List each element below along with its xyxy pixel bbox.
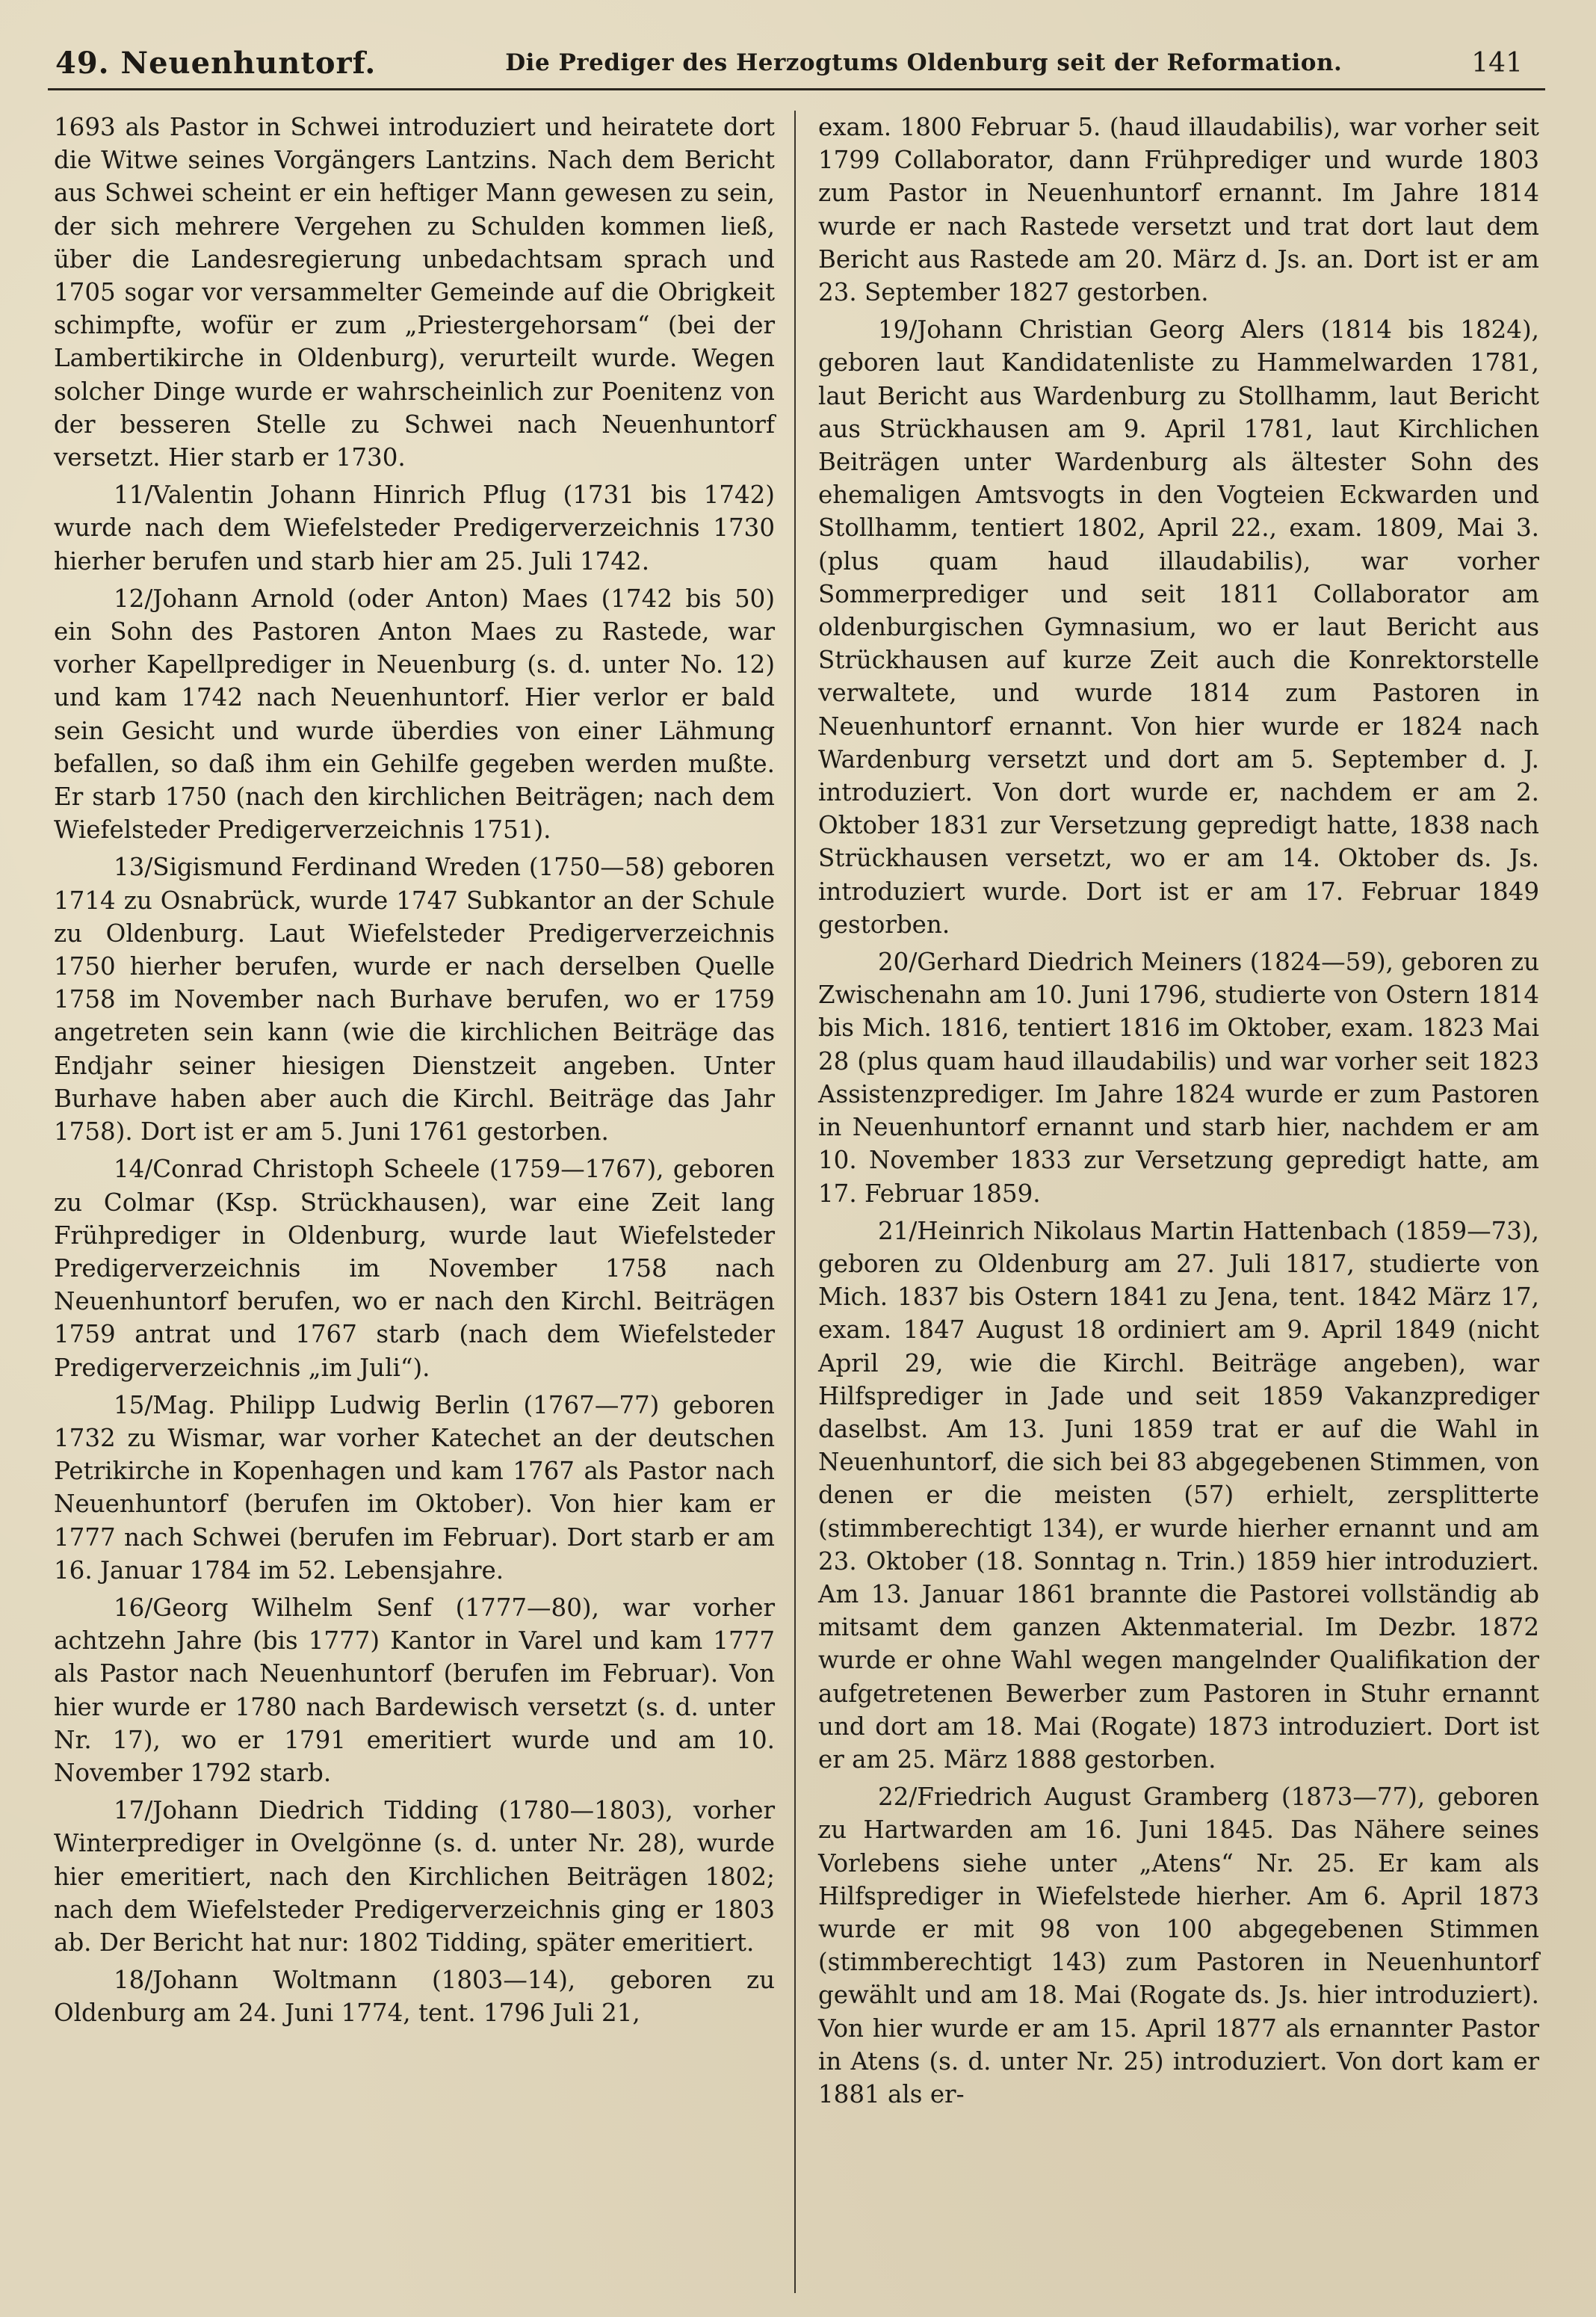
page-header xyxy=(48,42,1545,90)
entry-18: 18/Johann Woltmann (1803—14), geboren zu Oldenburg am 24. Juni 1774, tent. 1796 Juli 21, xyxy=(54,1966,775,2028)
page-number: 141 xyxy=(1471,47,1523,78)
entry-17: 17/Johann Diedrich Tidding (1780—1803), vorher Winterprediger in Ovelgönne (s. d. unter Nr. 28), wurde hier emeritiert, nach den Kirchlichen Beiträgen 1802; nach dem Wiefelsteder Predigerverzeichnis ging er 1803 ab. Der Bericht hat nur: 1802 Tidding, später emeritiert. xyxy=(54,1796,775,1957)
right-column xyxy=(796,111,1545,2287)
entry-11: 11/Valentin Johann Hinrich Pflug (1731 bis 1742) wurde nach dem Wiefelsteder Predigerverzeichnis 1730 hierher berufen und starb hier am 25. Juli 1742. xyxy=(54,481,775,576)
entry-15: 15/Mag. Philipp Ludwig Berlin (1767—77) geboren 1732 zu Wismar, war vorher Katechet an der deutschen Petrikirche in Kopenhagen und kam 1767 als Pastor nach Neuenhuntorf (berufen im Oktober). Von hier kam er 1777 nach Schwei (berufen im Februar). Dort starb er am 16. Januar 1784 im 52. Lebensjahre. xyxy=(54,1390,775,1585)
entry-18-continuation: exam. 1800 Februar 5. (haud illaudabilis), war vorher seit 1799 Collaborator, dann Frühprediger und wurde 1803 zum Pastor in Neuenhuntorf ernannt. Im Jahre 1814 wurde er nach Rastede versetzt und trat dort laut dem Bericht aus Rastede am 20. März d. Js. an. Dort ist er am 23. September 1827 gestorben. xyxy=(818,113,1539,307)
entry-20: 20/Gerhard Diedrich Meiners (1824—59), geboren zu Zwischenahn am 10. Juni 1796, studierte von Ostern 1814 bis Mich. 1816, tentiert 1816 im Oktober, exam. 1823 Mai 28 (plus quam haud illaudabilis) und war vorher seit 1823 Assistenzprediger. Im Jahre 1824 wurde er zum Pastoren in Neuenhuntorf ernannt und starb hier, nachdem er am 10. November 1833 zur Versetzung gepredigt hatte, am 17. Februar 1859. xyxy=(818,948,1539,1208)
left-column xyxy=(48,111,794,2287)
section-title: 49. Neuenhuntorf. xyxy=(55,45,377,81)
entry-21: 21/Heinrich Nikolaus Martin Hattenbach (1859—73), geboren zu Oldenburg am 27. Juli 1817, studierte von Mich. 1837 bis Ostern 1841 zu Jena, tent. 1842 März 17, exam. 1847 August 18 ordiniert am 9. April 1849 (nicht April 29, wie die Kirchl. Beiträge angeben), war Hilfsprediger in Jade und seit 1859 Vakanzprediger daselbst. Am 13. Juni 1859 trat er auf die Wahl in Neuenhuntorf, die sich bei 83 abgegebenen Stimmen, von denen er die meisten (57) erhielt, zersplitterte (stimmberechtigt 134), er wurde hierher ernannt und am 23. Oktober (18. Sonntag n. Trin.) 1859 hier introduziert. Am 13. Januar 1861 brannte die Pastorei vollständig ab mitsamt dem ganzen Aktenmaterial. Im Dezbr. 1872 wurde er ohne Wahl wegen mangelnder Qualifikation der aufgetretenen Bewerber zum Pastoren in Stuhr ernannt und dort am 18. Mai (Rogate) 1873 introduziert. Dort ist er am 25. März 1888 gestorben. xyxy=(818,1216,1539,1774)
entry-22: 22/Friedrich August Gramberg (1873—77), geboren zu Hartwarden am 16. Juni 1845. Das Nähere seines Vorlebens siehe unter „Atens“ Nr. 25. Er kam als Hilfsprediger in Wiefelstede hierher. Am 6. April 1873 wurde er mit 98 von 100 abgegebenen Stimmen (stimmberechtigt 143) zum Pastoren in Neuenhuntorf gewählt und am 18. Mai (Rogate ds. Js. hier introduziert). Von hier wurde er am 15. April 1877 als ernannter Pastor in Atens (s. d. unter Nr. 25) introduziert. Von dort kam er 1881 als er- xyxy=(818,1783,1539,2108)
text-columns xyxy=(48,111,1545,2287)
running-title: Die Prediger des Herzogtums Oldenburg seit der Reformation. xyxy=(505,49,1343,76)
paragraph-continuation: 1693 als Pastor in Schwei introduziert und heiratete dort die Witwe seines Vorgängers Lantzins. Nach dem Bericht aus Schwei scheint er ein heftiger Mann gewesen zu sein, der sich mehrere Vergehen zu Schulden kommen ließ, über die Landesregierung unbedachtsam sprach und 1705 sogar vor versammelter Gemeinde auf die Obrigkeit schimpfte, wofür er zum „Priestergehorsam“ (bei der Lambertikirche in Oldenburg), verurteilt wurde. Wegen solcher Dinge wurde er wahrscheinlich zur Poenitenz von der besseren Stelle zu Schwei nach Neuenhuntorf versetzt. Hier starb er 1730. xyxy=(54,113,775,472)
entry-16: 16/Georg Wilhelm Senf (1777—80), war vorher achtzehn Jahre (bis 1777) Kantor in Varel und kam 1777 als Pastor nach Neuenhuntorf (berufen im Februar). Von hier wurde er 1780 nach Bardewisch versetzt (s. d. unter Nr. 17), wo er 1791 emeritiert wurde und am 10. November 1792 starb. xyxy=(54,1593,775,1787)
entry-13: 13/Sigismund Ferdinand Wreden (1750—58) geboren 1714 zu Osnabrück, wurde 1747 Subkantor an der Schule zu Oldenburg. Laut Wiefelsteder Predigerverzeichnis 1750 hierher berufen, wurde er nach derselben Quelle 1758 im November nach Burhave berufen, wo er 1759 angetreten sein kann (wie die kirchlichen Beiträge das Endjahr seiner hiesigen Dienstzeit angeben. Unter Burhave haben aber auch die Kirchl. Beiträge das Jahr 1758). Dort ist er am 5. Juni 1761 gestorben. xyxy=(54,853,775,1147)
entry-14: 14/Conrad Christoph Scheele (1759—1767), geboren zu Colmar (Ksp. Strückhausen), war eine Zeit lang Frühprediger in Oldenburg, wurde laut Wiefelsteder Predigerverzeichnis im November 1758 nach Neuenhuntorf berufen, wo er nach den Kirchl. Beiträgen 1759 antrat und 1767 starb (nach dem Wiefelsteder Predigerverzeichnis „im Juli“). xyxy=(54,1155,775,1382)
entry-19: 19/Johann Christian Georg Alers (1814 bis 1824), geboren laut Kandidatenliste zu Hammelwarden 1781, laut Bericht aus Wardenburg zu Stollhamm, laut Bericht aus Strückhausen am 9. April 1781, laut Kirchlichen Beiträgen unter Wardenburg als ältester Sohn des ehemaligen Amtsvogts in den Vogteien Eckwarden und Stollhamm, tentiert 1802, April 22., exam. 1809, Mai 3. (plus quam haud illaudabilis), war vorher Sommerprediger und seit 1811 Collaborator am oldenburgischen Gymnasium, wo er laut Bericht aus Strückhausen auf kurze Zeit auch die Konrektorstelle verwaltete, und wurde 1814 zum Pastoren in Neuenhuntorf ernannt. Von hier wurde er 1824 nach Wardenburg versetzt und dort am 5. September d. J. introduziert. Von dort wurde er, nachdem er am 2. Oktober 1831 zur Versetzung gepredigt hatte, 1838 nach Strückhausen versetzt, wo er am 14. Oktober ds. Js. introduziert wurde. Dort ist er am 17. Februar 1849 gestorben. xyxy=(818,315,1539,939)
entry-12: 12/Johann Arnold (oder Anton) Maes (1742 bis 50) ein Sohn des Pastoren Anton Maes zu Rastede, war vorher Kapellprediger in Neuenburg (s. d. unter No. 12) und kam 1742 nach Neuenhuntorf. Hier verlor er bald sein Gesicht und wurde überdies von einer Lähmung befallen, so daß ihm ein Gehilfe gegeben werden mußte. Er starb 1750 (nach den kirchlichen Beiträgen; nach dem Wiefelsteder Predigerverzeichnis 1751). xyxy=(54,584,775,845)
